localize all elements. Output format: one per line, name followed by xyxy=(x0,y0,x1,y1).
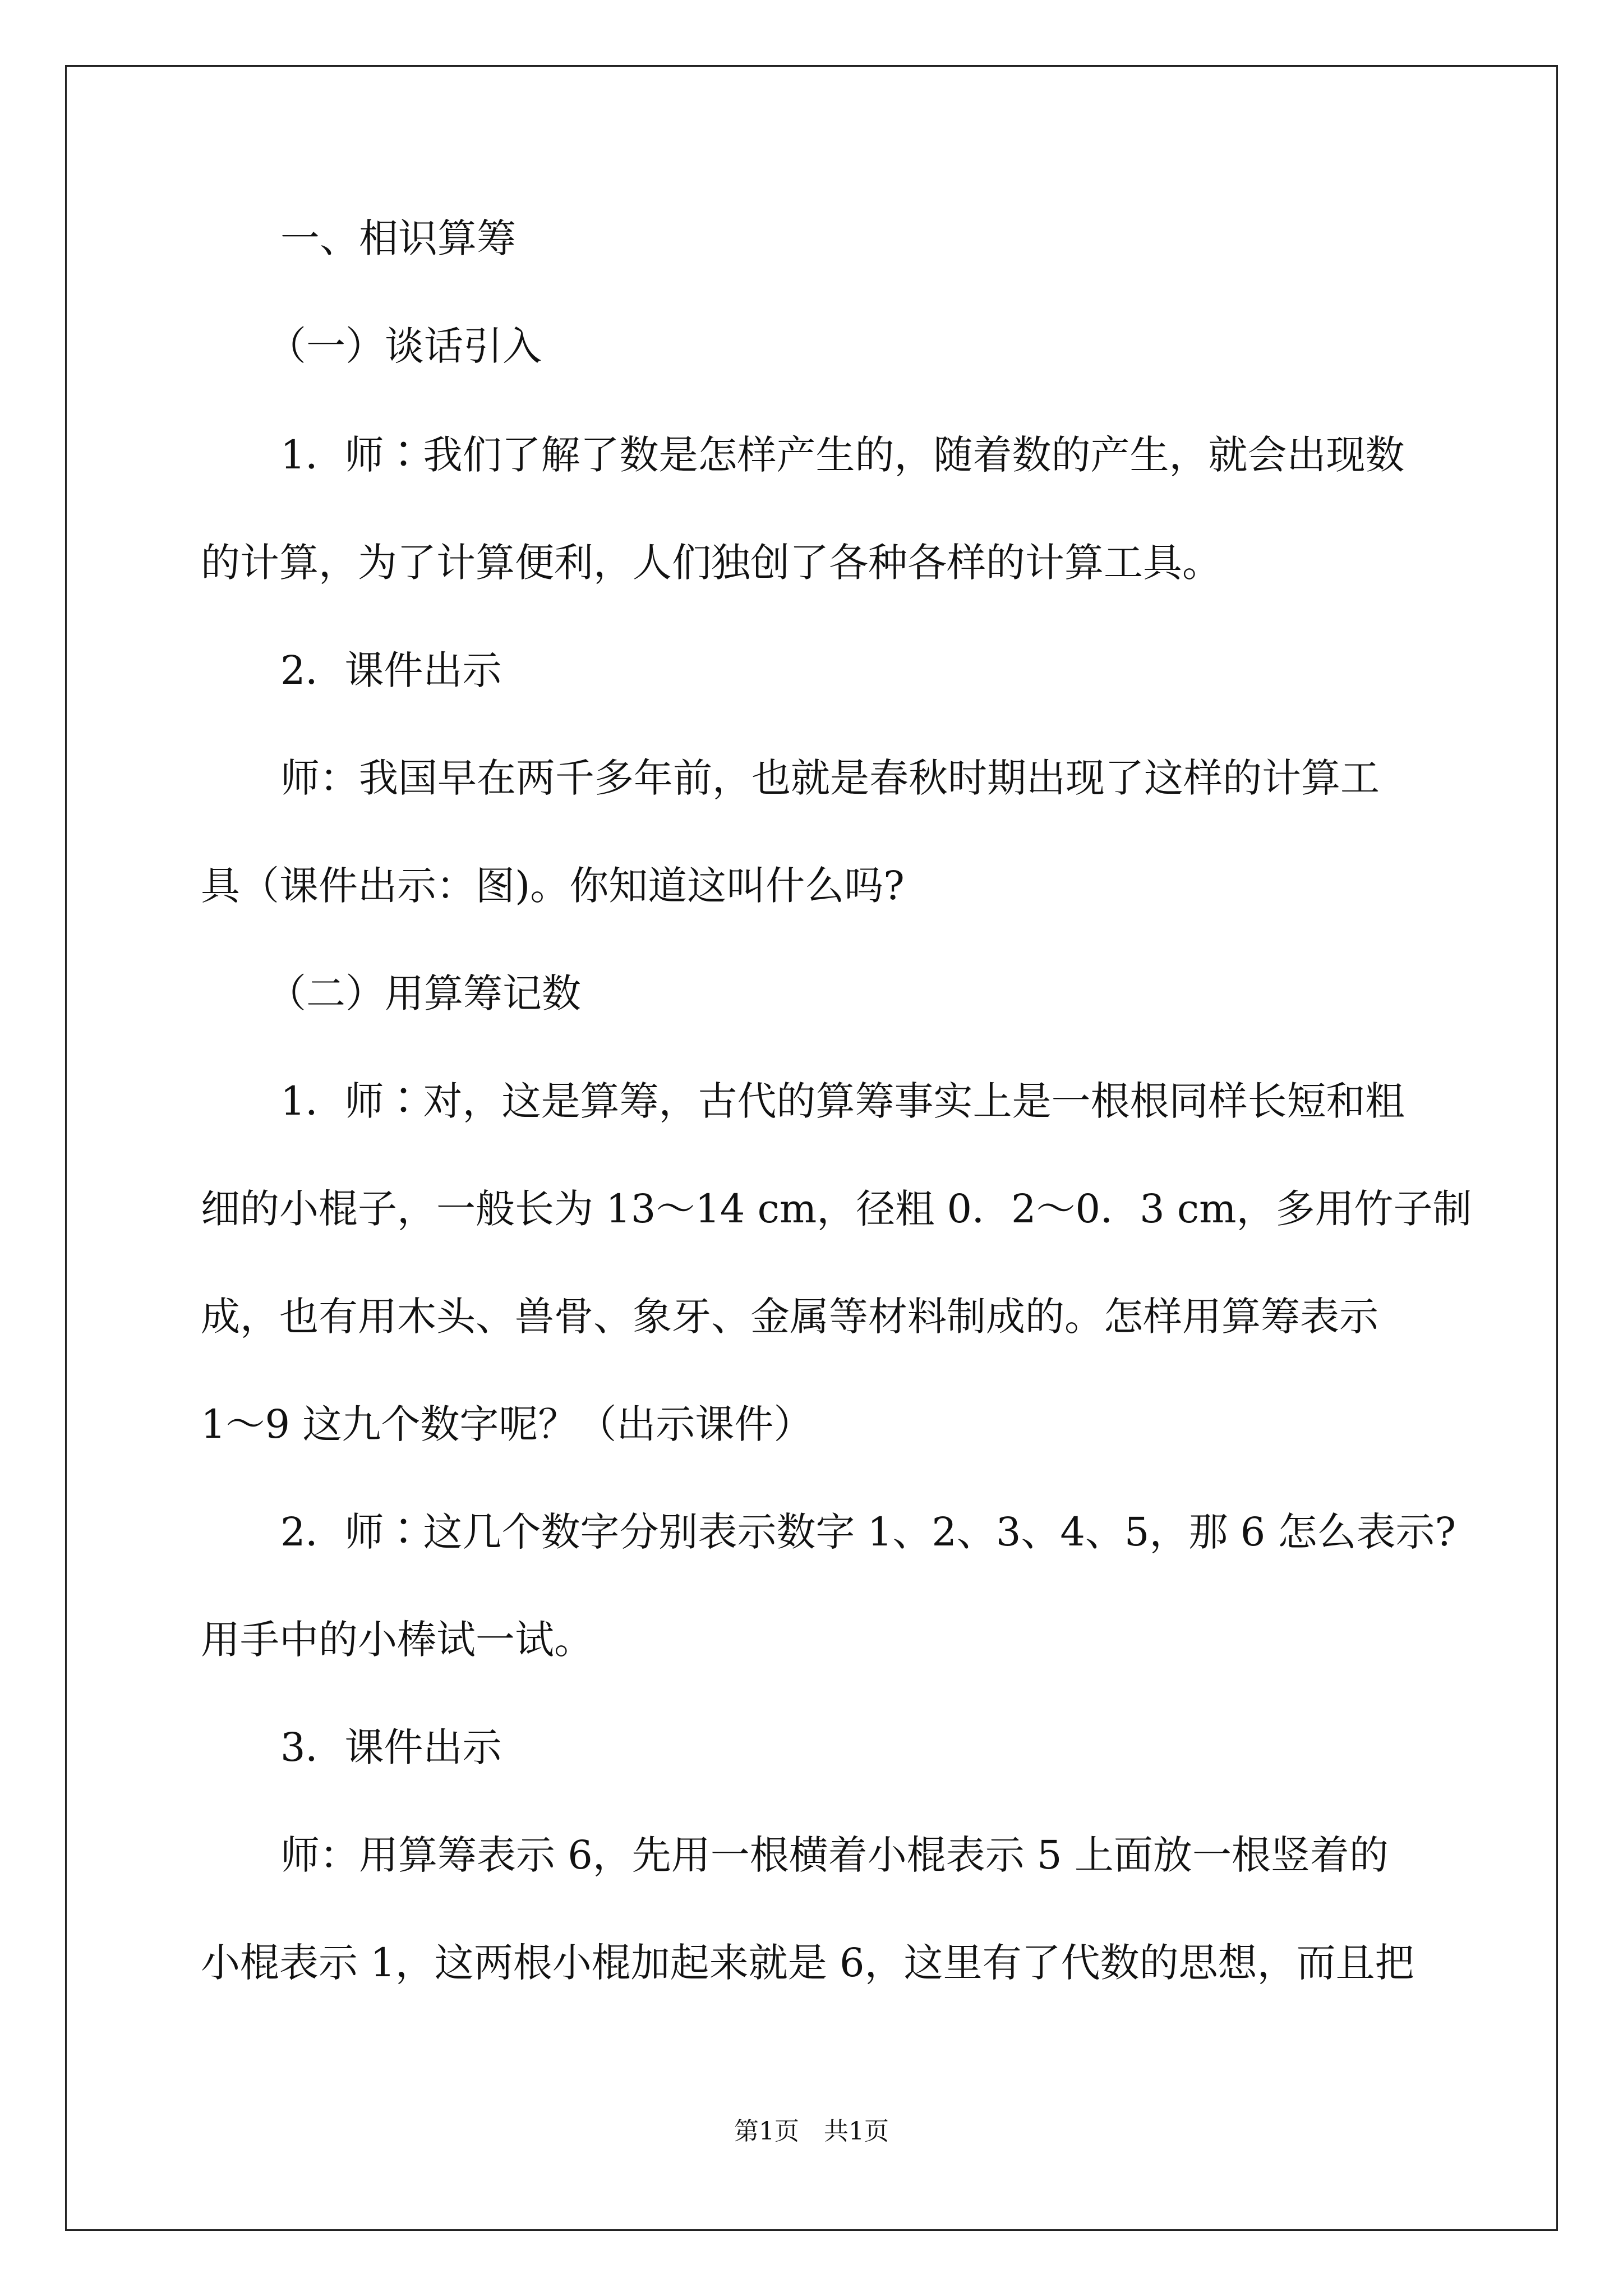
paragraph-line: 1．师∶对，这是算筹，古代的算筹事实上是一根根同样长短和粗 xyxy=(280,1078,1405,1124)
paragraph-line: 师：用算筹表示 6，先用一根横着小棍表示 5 上面放一根竖着的 xyxy=(280,1832,1389,1878)
paragraph-line: 师：我国早在两千多年前，也就是春秋时期出现了这样的计算工 xyxy=(280,755,1380,801)
paragraph-line: 2．师∶这几个数字分别表示数字 1、2、3、4、5，那 6 怎么表示? xyxy=(280,1509,1456,1555)
paragraph-line: 1．师∶我们了解了数是怎样产生的，随着数的产生，就会出现数 xyxy=(280,432,1405,478)
subsection-heading-1: （一）谈话引入 xyxy=(267,323,542,369)
page-border xyxy=(65,65,1558,2231)
paragraph-line: 具（课件出示：图)。你知道这叫什么吗? xyxy=(201,863,905,909)
paragraph-line: 小棍表示 1，这两根小棍加起来就是 6，这里有了代数的思想，而且把 xyxy=(201,1940,1414,1986)
section-heading-1: 一、相识算筹 xyxy=(280,215,516,261)
paragraph-line: 2．课件出示 xyxy=(280,647,502,693)
paragraph-line: 成，也有用木头、兽骨、象牙、金属等材料制成的。怎样用算筹表示 xyxy=(201,1294,1378,1340)
paragraph-line: 细的小棍子，一般长为 13～14 cm，径粗 0．2～0．3 cm，多用竹子制 xyxy=(201,1186,1472,1232)
paragraph-line: 3．课件出示 xyxy=(280,1724,502,1770)
paragraph-line: 的计算，为了计算便利，人们独创了各种各样的计算工具。 xyxy=(201,540,1221,586)
paragraph-line: 1～9 这九个数字呢？（出示课件） xyxy=(201,1401,813,1447)
page-footer: 第1页 共1页 xyxy=(734,2117,889,2146)
paragraph-line: 用手中的小棒试一试。 xyxy=(201,1617,593,1663)
subsection-heading-2: （二）用算筹记数 xyxy=(267,970,581,1016)
